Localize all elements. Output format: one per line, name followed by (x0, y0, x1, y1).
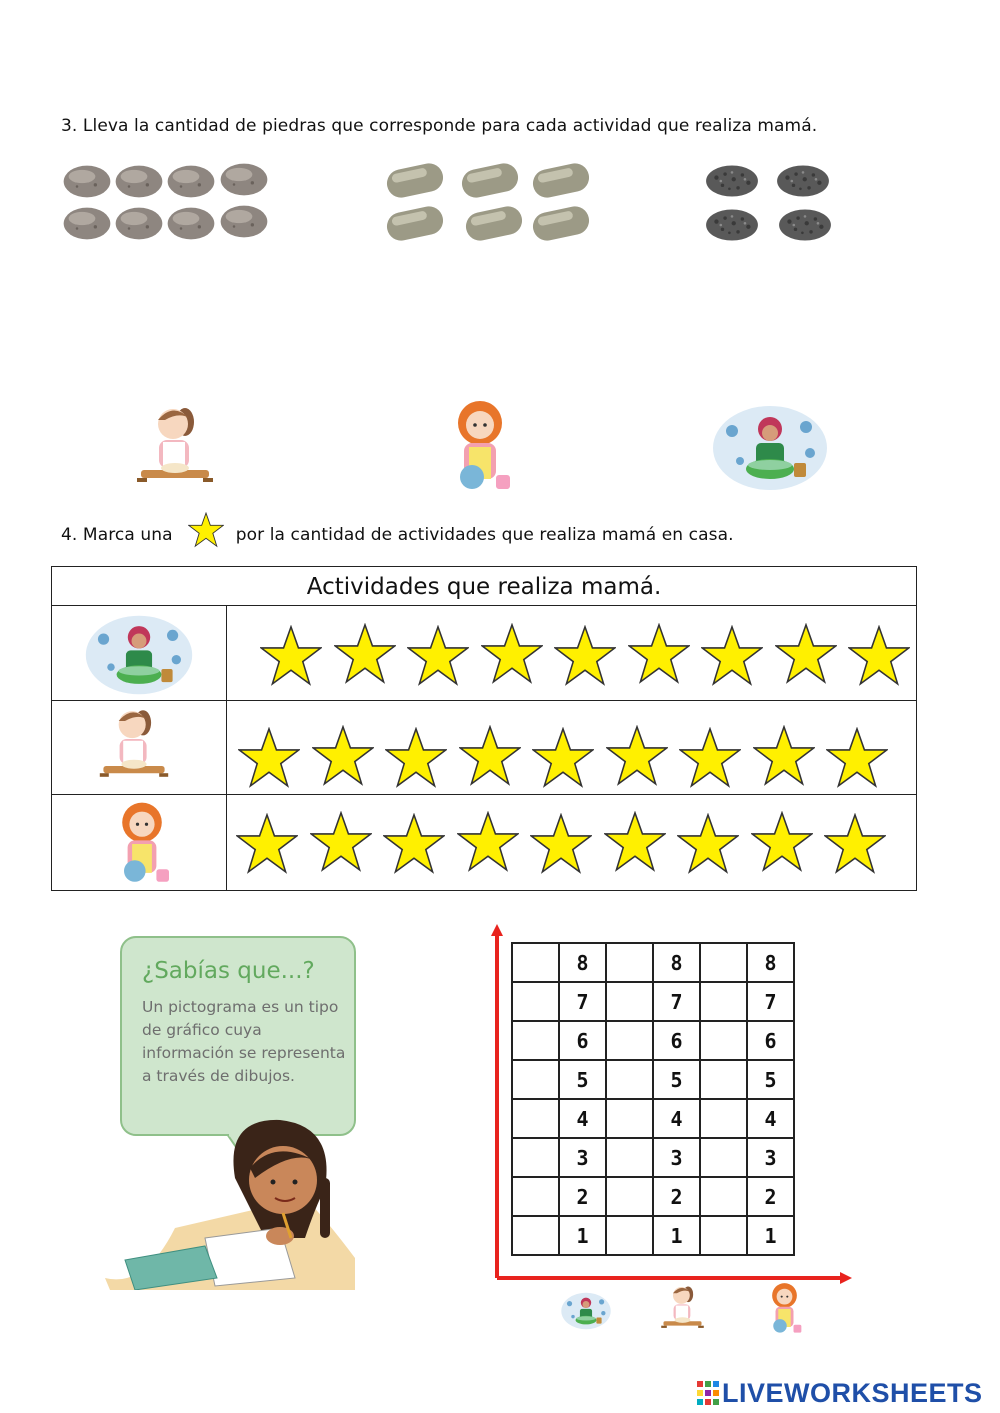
star-icon[interactable] (753, 725, 815, 787)
washing-dishes-mom-icon (762, 1280, 807, 1338)
long-stone-icon[interactable] (459, 161, 521, 200)
callout-body: Un pictograma es un tipo de gráfico cuya información se representa a través de dibujos. (142, 998, 346, 1085)
grid-empty-cell[interactable] (606, 1216, 653, 1255)
activities-table (51, 566, 917, 891)
grid-number-cell: 1 (653, 1216, 700, 1255)
grid-number-cell: 4 (747, 1099, 794, 1138)
long-stone-icon[interactable] (463, 204, 525, 243)
grid-empty-cell[interactable] (700, 943, 747, 982)
star-icon[interactable] (407, 625, 469, 687)
grid-number-cell: 8 (653, 943, 700, 982)
star-icon[interactable] (459, 725, 521, 787)
grid-number-cell: 2 (747, 1177, 794, 1216)
grid-empty-cell[interactable] (512, 1060, 559, 1099)
grid-number-cell: 7 (653, 982, 700, 1021)
did-you-know-callout (120, 936, 356, 1136)
grid-empty-cell[interactable] (700, 1177, 747, 1216)
round-stone-icon[interactable] (62, 163, 112, 200)
star-icon[interactable] (383, 813, 445, 875)
grid-number-cell: 2 (559, 1177, 606, 1216)
star-icon[interactable] (679, 727, 741, 789)
grid-empty-cell[interactable] (700, 982, 747, 1021)
star-icon[interactable] (554, 625, 616, 687)
star-icon[interactable] (628, 623, 690, 685)
grid-empty-cell[interactable] (512, 1177, 559, 1216)
grid-empty-cell[interactable] (512, 1099, 559, 1138)
grid-empty-cell[interactable] (606, 943, 653, 982)
liveworksheets-logo-icon (697, 1381, 719, 1405)
table-row (52, 701, 916, 795)
cooking-mom-icon[interactable] (135, 400, 215, 500)
star-icon[interactable] (532, 727, 594, 789)
grid-number-cell: 7 (747, 982, 794, 1021)
long-stone-icon[interactable] (530, 161, 592, 200)
grid-empty-cell[interactable] (606, 1060, 653, 1099)
grid-number-cell: 5 (653, 1060, 700, 1099)
brand-logo: LIVEWORKSHEETS (722, 1378, 983, 1408)
star-icon[interactable] (826, 727, 888, 789)
star-icon[interactable] (775, 623, 837, 685)
grid-number-cell: 5 (559, 1060, 606, 1099)
instruction-after: por la cantidad de actividades que realiza mamá en casa. (235, 525, 734, 545)
grid-row (512, 1177, 794, 1216)
long-stone-icon[interactable] (384, 161, 446, 200)
grid-empty-cell[interactable] (606, 982, 653, 1021)
star-icon[interactable] (604, 811, 666, 873)
laundry-mom-icon[interactable] (710, 403, 830, 493)
grid-number-cell: 1 (747, 1216, 794, 1255)
star-icon[interactable] (481, 623, 543, 685)
grid-row (512, 982, 794, 1021)
row-stars (228, 795, 916, 890)
callout-title: ¿Sabías que...? (142, 958, 315, 984)
porous-stone-icon[interactable] (776, 206, 834, 244)
grid-row (512, 1021, 794, 1060)
round-stone-icon[interactable] (166, 163, 216, 200)
grid-empty-cell[interactable] (606, 1021, 653, 1060)
grid-empty-cell[interactable] (700, 1099, 747, 1138)
star-icon[interactable] (385, 727, 447, 789)
round-stone-icon[interactable] (114, 163, 164, 200)
grid-number-cell: 8 (747, 943, 794, 982)
star-icon[interactable] (751, 811, 813, 873)
porous-stone-icon[interactable] (703, 206, 761, 244)
grid-number-cell: 4 (559, 1099, 606, 1138)
star-icon[interactable] (606, 725, 668, 787)
grid-number-cell: 2 (653, 1177, 700, 1216)
laundry-mom-icon (78, 613, 200, 697)
section4-instruction (61, 522, 734, 548)
round-stone-icon[interactable] (114, 205, 164, 242)
grid-number-cell: 6 (747, 1021, 794, 1060)
grid-row (512, 1060, 794, 1099)
grid-empty-cell[interactable] (700, 1138, 747, 1177)
grid-empty-cell[interactable] (512, 1216, 559, 1255)
laundry-mom-icon (560, 1283, 612, 1339)
grid-number-cell: 8 (559, 943, 606, 982)
grid-empty-cell[interactable] (606, 1099, 653, 1138)
table-row (52, 605, 916, 701)
girl-writing-illustration (105, 1118, 365, 1290)
star-icon[interactable] (530, 813, 592, 875)
grid-row (512, 1138, 794, 1177)
row-icon-cell (52, 605, 227, 700)
cooking-mom-icon (98, 703, 170, 793)
star-icon[interactable] (848, 625, 910, 687)
grid-empty-cell[interactable] (700, 1021, 747, 1060)
washing-dishes-mom-icon[interactable] (440, 397, 520, 497)
round-stone-icon[interactable] (62, 205, 112, 242)
row-icon-cell (52, 701, 227, 794)
grid-row (512, 1099, 794, 1138)
table-title: Actividades que realiza mamá. (52, 567, 916, 606)
round-stone-icon[interactable] (219, 203, 269, 240)
grid-empty-cell[interactable] (700, 1060, 747, 1099)
grid-empty-cell[interactable] (606, 1138, 653, 1177)
row-stars (228, 605, 916, 700)
grid-empty-cell[interactable] (512, 943, 559, 982)
instruction-before: 4. Marca una (61, 525, 173, 545)
round-stone-icon[interactable] (166, 205, 216, 242)
pictogram-grid (511, 942, 795, 1256)
row-icon-cell (52, 795, 227, 890)
section3-instruction: 3. Lleva la cantidad de piedras que corresponde para cada actividad que realiza mamá. (61, 116, 818, 136)
grid-number-cell: 3 (559, 1138, 606, 1177)
long-stone-icon[interactable] (384, 204, 446, 243)
grid-empty-cell[interactable] (512, 982, 559, 1021)
star-icon[interactable] (260, 625, 322, 687)
grid-number-cell: 3 (653, 1138, 700, 1177)
washing-dishes-mom-icon (106, 799, 178, 889)
grid-number-cell: 7 (559, 982, 606, 1021)
grid-empty-cell[interactable] (512, 1138, 559, 1177)
star-icon[interactable] (238, 727, 300, 789)
star-icon[interactable] (310, 811, 372, 873)
grid-empty-cell[interactable] (512, 1021, 559, 1060)
long-stone-icon[interactable] (530, 204, 592, 243)
grid-number-cell: 5 (747, 1060, 794, 1099)
star-icon[interactable] (236, 813, 298, 875)
grid-number-cell: 6 (653, 1021, 700, 1060)
grid-row (512, 1216, 794, 1255)
star-icon (188, 512, 224, 548)
porous-stone-icon[interactable] (703, 162, 761, 200)
grid-number-cell: 1 (559, 1216, 606, 1255)
grid-number-cell: 4 (653, 1099, 700, 1138)
round-stone-icon[interactable] (219, 161, 269, 198)
star-icon[interactable] (457, 811, 519, 873)
grid-empty-cell[interactable] (700, 1216, 747, 1255)
row-stars (228, 701, 916, 794)
grid-number-cell: 6 (559, 1021, 606, 1060)
star-icon[interactable] (334, 623, 396, 685)
grid-number-cell: 3 (747, 1138, 794, 1177)
star-icon[interactable] (701, 625, 763, 687)
cooking-mom-icon (660, 1282, 705, 1338)
grid-row (512, 943, 794, 982)
porous-stone-icon[interactable] (774, 162, 832, 200)
star-icon[interactable] (312, 725, 374, 787)
star-icon[interactable] (824, 813, 886, 875)
star-icon[interactable] (677, 813, 739, 875)
table-row (52, 795, 916, 890)
grid-empty-cell[interactable] (606, 1177, 653, 1216)
